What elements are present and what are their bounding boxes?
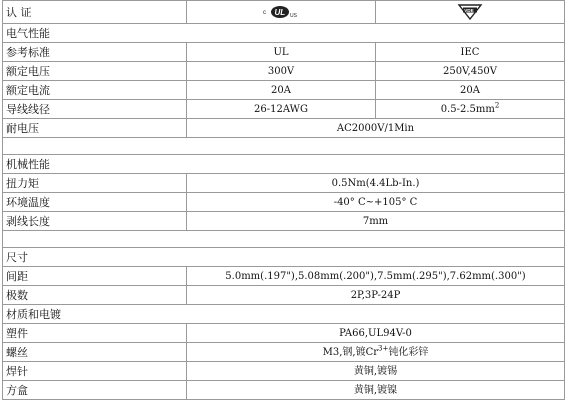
row-label: 剥线长度 bbox=[3, 212, 187, 231]
table-row bbox=[3, 362, 565, 381]
table-row bbox=[3, 81, 565, 100]
table-row bbox=[3, 174, 565, 193]
row-value: 2P,3P-24P bbox=[187, 286, 565, 305]
spec-table bbox=[2, 0, 565, 400]
row-label: 额定电流 bbox=[3, 81, 187, 100]
row-value: 7mm bbox=[187, 212, 565, 231]
table-row bbox=[3, 62, 565, 81]
row-value: 黄铜,镀锡 bbox=[187, 362, 565, 381]
table-row bbox=[3, 100, 565, 119]
row-label: 塑件 bbox=[3, 324, 187, 343]
row-label: 耐电压 bbox=[3, 119, 187, 138]
ul-value: 300V bbox=[187, 62, 376, 81]
ul-logo-c: c bbox=[263, 10, 266, 16]
section-electrical bbox=[3, 24, 565, 43]
table-row bbox=[3, 193, 565, 212]
iec-value-main: 0.5-2.5mm bbox=[440, 103, 495, 115]
row-label: 间距 bbox=[3, 267, 187, 286]
section-heading: 材质和电镀 bbox=[3, 305, 565, 324]
ul-logo-cell bbox=[187, 1, 376, 24]
row-label: 环境温度 bbox=[3, 193, 187, 212]
row-label: 极数 bbox=[3, 286, 187, 305]
iec-value: 250V,450V bbox=[376, 62, 565, 81]
ul-value: 26-12AWG bbox=[187, 100, 376, 119]
spacer-row bbox=[3, 231, 565, 248]
spacer-row bbox=[3, 138, 565, 155]
row-label: 导线线径 bbox=[3, 100, 187, 119]
section-materials bbox=[3, 305, 565, 324]
row-value: PA66,UL94V-0 bbox=[187, 324, 565, 343]
row-label: 扭力矩 bbox=[3, 174, 187, 193]
table-row bbox=[3, 212, 565, 231]
iec-value: IEC bbox=[376, 43, 565, 62]
ul-listed-logo bbox=[262, 5, 300, 19]
row-label: 额定电压 bbox=[3, 62, 187, 81]
row-label: 焊针 bbox=[3, 362, 187, 381]
iec-value bbox=[376, 100, 565, 119]
ul-logo-us: US bbox=[290, 13, 297, 19]
table-row bbox=[3, 43, 565, 62]
vde-logo-text: VDE bbox=[464, 7, 474, 13]
row-value: -40° C~+105° C bbox=[187, 193, 565, 212]
row-value bbox=[187, 343, 565, 362]
table-row bbox=[3, 119, 565, 138]
certification-row bbox=[3, 1, 565, 24]
row-label: 参考标准 bbox=[3, 43, 187, 62]
row-value: 黄铜,镀镍 bbox=[187, 381, 565, 400]
section-mechanical bbox=[3, 155, 565, 174]
row-label: 方盒 bbox=[3, 381, 187, 400]
vde-logo-cell bbox=[376, 1, 565, 24]
section-heading: 机械性能 bbox=[3, 155, 565, 174]
screw-value-suffix: 钝化彩锌 bbox=[388, 346, 429, 358]
section-heading: 电气性能 bbox=[3, 24, 565, 43]
section-dimensions bbox=[3, 248, 565, 267]
iec-value-superscript: 2 bbox=[494, 101, 500, 110]
screw-value-main: M3,钢,镀Cr bbox=[322, 346, 379, 358]
ul-value: 20A bbox=[187, 81, 376, 100]
table-row bbox=[3, 324, 565, 343]
row-value: 5.0mm(.197"),5.08mm(.200"),7.5mm(.295"),7.62mm(.300") bbox=[187, 267, 565, 286]
ul-logo-ul: UL bbox=[274, 8, 286, 17]
section-heading: 尺寸 bbox=[3, 248, 565, 267]
iec-value: 20A bbox=[376, 81, 565, 100]
table-row bbox=[3, 343, 565, 362]
row-value: AC2000V/1Min bbox=[187, 119, 565, 138]
table-row bbox=[3, 267, 565, 286]
screw-value-superscript: 3+ bbox=[378, 344, 389, 353]
certification-label: 认 证 bbox=[3, 1, 187, 24]
vde-logo bbox=[457, 4, 483, 20]
ul-value: UL bbox=[187, 43, 376, 62]
table-row bbox=[3, 286, 565, 305]
row-value: 0.5Nm(4.4Lb-In.) bbox=[187, 174, 565, 193]
row-label: 螺丝 bbox=[3, 343, 187, 362]
table-row bbox=[3, 381, 565, 400]
